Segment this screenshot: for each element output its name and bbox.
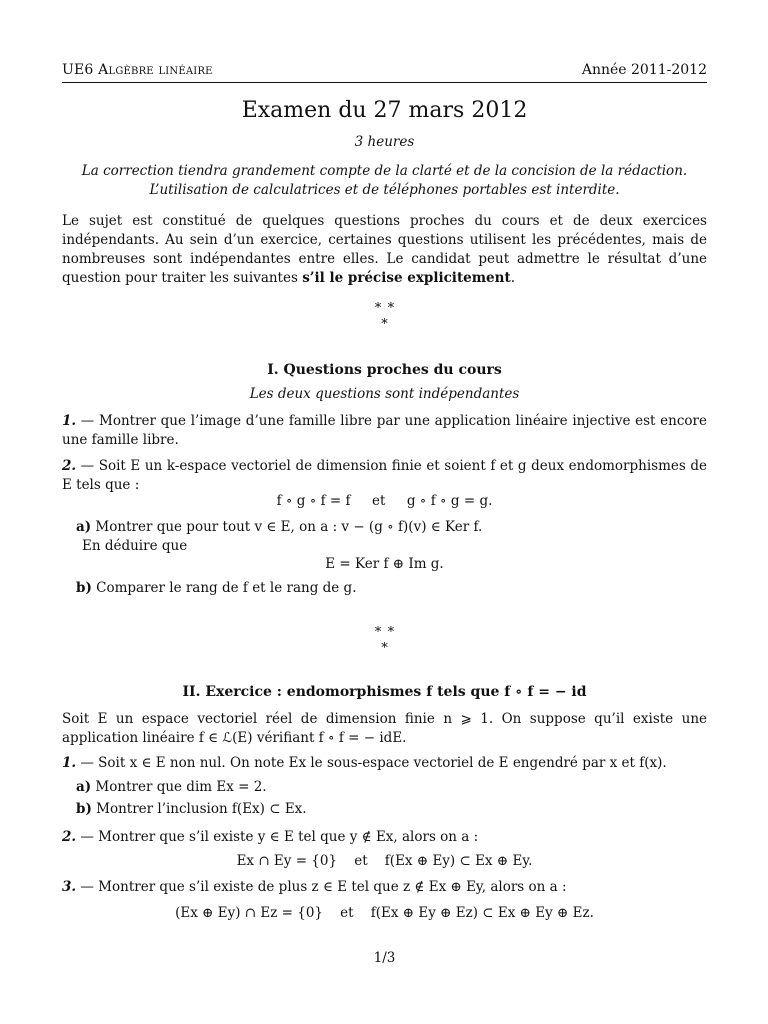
course-name: UE6 Algèbre linéaire	[62, 62, 213, 78]
s1-q2-number: 2.	[62, 458, 77, 474]
s2-question-2	[62, 828, 707, 847]
s1-q2-formula: f ∘ g ∘ f = f et g ∘ f ∘ g = g.	[276, 493, 493, 509]
s1-q2a-text: Montrer que pour tout v ∈ E, on a : v − (g ∘ f)(v) ∈ Ker f.	[91, 519, 483, 535]
s2-question-3	[62, 878, 707, 897]
s1-q2-part-b	[76, 579, 356, 598]
s2-q3-formula: (Ex ⊕ Ey) ∩ Ez = {0} et f(Ex ⊕ Ey ⊕ Ez) ⊂ Ex ⊕ Ey ⊕ Ez.	[175, 905, 594, 921]
s1-q2-part-a	[76, 518, 482, 537]
exam-title: Examen du 27 mars 2012	[241, 98, 528, 123]
s2-q1a-label: a)	[76, 779, 92, 795]
page-number: 1/3	[373, 950, 396, 966]
s2-q1-number: 1.	[62, 755, 77, 771]
intro-end: .	[510, 270, 515, 286]
s2-q2-text: — Montrer que s’il existe y ∈ E tel que y ∉ Ex, alors on a :	[76, 829, 479, 845]
s1-q2-part-a-cont: En déduire que	[82, 538, 188, 554]
s2-question-1	[62, 754, 707, 773]
s2-q1-part-a	[76, 778, 267, 797]
s1-q1-number: 1.	[62, 413, 77, 429]
s2-q2-formula: Ex ∩ Ey = {0} et f(Ex ⊕ Ey) ⊂ Ex ⊕ Ey.	[236, 853, 533, 869]
exam-duration: 3 heures	[354, 134, 415, 150]
section-2-title: II. Exercice : endomorphismes f tels que f ∘ f = − id	[182, 684, 587, 700]
section-1-subtitle: Les deux questions sont indépendantes	[249, 386, 520, 402]
instruction-note-1: La correction tiendra grandement compte de la clarté et de la concision de la rédaction.	[81, 163, 688, 179]
s2-q1-text: — Soit x ∈ E non nul. On note Ex le sous-espace vectoriel de E engendré par x et f(x).	[76, 755, 667, 771]
s2-q1-part-b	[76, 800, 307, 819]
s2-q1b-text: Montrer l’inclusion f(Ex) ⊂ Ex.	[91, 801, 307, 817]
intro-paragraph	[62, 212, 707, 288]
separator-stars-top-2: ∗ ∗	[373, 622, 396, 637]
s2-intro: Soit E un espace vectoriel réel de dimension finie n ⩾ 1. On suppose qu’il existe une application linéaire f ∈ ℒ(E) vérifiant f ∘ f = − idE.	[62, 711, 707, 746]
s2-q2-number: 2.	[62, 829, 77, 845]
s1-q2b-text: Comparer le rang de f et le rang de g.	[91, 580, 357, 596]
s2-q1b-label: b)	[76, 801, 92, 817]
s1-q2b-label: b)	[76, 580, 92, 596]
instruction-note-2: L’utilisation de calculatrices et de téléphones portables est interdite.	[149, 182, 620, 198]
s1-q2a-formula: E = Ker f ⊕ Im g.	[325, 556, 444, 572]
header-rule	[62, 82, 707, 83]
section-1-title: I. Questions proches du cours	[267, 362, 502, 378]
s2-q1a-text: Montrer que dim Ex = 2.	[91, 779, 267, 795]
separator-stars-bottom-2: ∗	[380, 638, 389, 653]
academic-year: Année 2011-2012	[581, 62, 707, 78]
intro-emphasis: s’il le précise explicitement	[302, 270, 511, 286]
s1-q2-text: — Soit E un k-espace vectoriel de dimension finie et soient f et g deux endomorphismes de E tels que :	[62, 458, 707, 493]
s2-q3-number: 3.	[62, 879, 77, 895]
separator-stars-top: ∗ ∗	[373, 298, 396, 313]
intro-text: Le sujet est constitué de quelques questions proches du cours et de deux exercices indépendants. Au sein d’un exercice, certaines questions utilisent les précédentes, mais de nombreuses sont indépendantes entre elles. Le candidat peut admettre le résultat d’une question pour traiter les suivantes	[62, 213, 707, 286]
s1-q1-text: — Montrer que l’image d’une famille libre par une application linéaire injective est encore une famille libre.	[62, 413, 707, 448]
s1-q2a-label: a)	[76, 519, 92, 535]
s2-q3-text: — Montrer que s’il existe de plus z ∈ E tel que z ∉ Ex ⊕ Ey, alors on a :	[76, 879, 567, 895]
s1-question-1	[62, 412, 707, 450]
exam-page	[62, 0, 707, 1024]
separator-stars-bottom: ∗	[380, 314, 389, 329]
s1-question-2	[62, 457, 707, 495]
